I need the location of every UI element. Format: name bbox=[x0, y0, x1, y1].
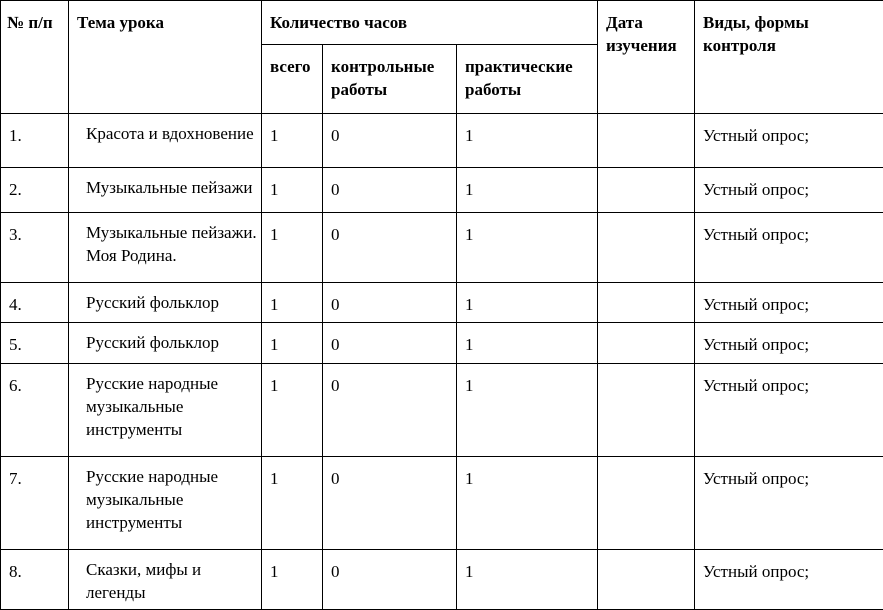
row-number: 1. bbox=[1, 114, 69, 168]
table-row bbox=[1, 114, 883, 168]
row-control-works: 0 bbox=[323, 550, 457, 610]
row-total-hours: 1 bbox=[262, 364, 323, 457]
row-date bbox=[598, 364, 695, 457]
row-control-form: Устный опрос; bbox=[695, 283, 883, 323]
row-control-form: Устный опрос; bbox=[695, 550, 883, 610]
row-practical-works: 1 bbox=[457, 457, 598, 550]
row-total-hours: 1 bbox=[262, 213, 323, 283]
row-number: 3. bbox=[1, 213, 69, 283]
row-number: 7. bbox=[1, 457, 69, 550]
row-date bbox=[598, 168, 695, 213]
row-total-hours: 1 bbox=[262, 323, 323, 364]
header-hours: Количество часов bbox=[262, 1, 598, 45]
row-control-form: Устный опрос; bbox=[695, 364, 883, 457]
row-practical-works: 1 bbox=[457, 550, 598, 610]
header-total: всего bbox=[262, 45, 323, 114]
row-number: 2. bbox=[1, 168, 69, 213]
row-practical-works: 1 bbox=[457, 168, 598, 213]
row-number: 8. bbox=[1, 550, 69, 610]
row-control-works: 0 bbox=[323, 283, 457, 323]
row-number: 6. bbox=[1, 364, 69, 457]
row-control-form: Устный опрос; bbox=[695, 213, 883, 283]
row-date bbox=[598, 114, 695, 168]
header-number: № п/п bbox=[1, 1, 69, 114]
row-topic: Сказки, мифы и легенды bbox=[69, 550, 262, 610]
row-control-works: 0 bbox=[323, 364, 457, 457]
header-control-works: контрольные работы bbox=[323, 45, 457, 114]
row-total-hours: 1 bbox=[262, 114, 323, 168]
row-topic: Русские народные музыкальные инструменты bbox=[69, 457, 262, 550]
table-row bbox=[1, 364, 883, 457]
header-topic: Тема урока bbox=[69, 1, 262, 114]
row-total-hours: 1 bbox=[262, 457, 323, 550]
row-total-hours: 1 bbox=[262, 168, 323, 213]
header-control-forms: Виды, формы контроля bbox=[695, 1, 883, 114]
row-practical-works: 1 bbox=[457, 323, 598, 364]
row-topic: Русские народные музыкальные инструменты bbox=[69, 364, 262, 457]
row-topic: Русский фольклор bbox=[69, 283, 262, 323]
row-control-works: 0 bbox=[323, 168, 457, 213]
row-topic: Русский фольклор bbox=[69, 323, 262, 364]
row-total-hours: 1 bbox=[262, 550, 323, 610]
row-control-works: 0 bbox=[323, 323, 457, 364]
table-row bbox=[1, 168, 883, 213]
row-date bbox=[598, 283, 695, 323]
row-total-hours: 1 bbox=[262, 283, 323, 323]
row-control-works: 0 bbox=[323, 457, 457, 550]
row-practical-works: 1 bbox=[457, 114, 598, 168]
row-control-form: Устный опрос; bbox=[695, 457, 883, 550]
row-control-form: Устный опрос; bbox=[695, 168, 883, 213]
row-number: 4. bbox=[1, 283, 69, 323]
row-practical-works: 1 bbox=[457, 283, 598, 323]
header-practical-works: практические работы bbox=[457, 45, 598, 114]
row-practical-works: 1 bbox=[457, 364, 598, 457]
row-date bbox=[598, 550, 695, 610]
table-row bbox=[1, 323, 883, 364]
row-practical-works: 1 bbox=[457, 213, 598, 283]
row-date bbox=[598, 457, 695, 550]
row-topic: Красота и вдохновение bbox=[69, 114, 262, 168]
row-control-works: 0 bbox=[323, 213, 457, 283]
row-date bbox=[598, 323, 695, 364]
table-row bbox=[1, 213, 883, 283]
table-row bbox=[1, 550, 883, 610]
row-control-form: Устный опрос; bbox=[695, 323, 883, 364]
row-topic: Музыкальные пейзажи. Моя Родина. bbox=[69, 213, 262, 283]
table-row bbox=[1, 457, 883, 550]
table-row bbox=[1, 283, 883, 323]
row-date bbox=[598, 213, 695, 283]
table-body bbox=[1, 114, 883, 610]
header-date: Дата изучения bbox=[598, 1, 695, 114]
row-topic: Музыкальные пейзажи bbox=[69, 168, 262, 213]
row-control-form: Устный опрос; bbox=[695, 114, 883, 168]
row-number: 5. bbox=[1, 323, 69, 364]
row-control-works: 0 bbox=[323, 114, 457, 168]
